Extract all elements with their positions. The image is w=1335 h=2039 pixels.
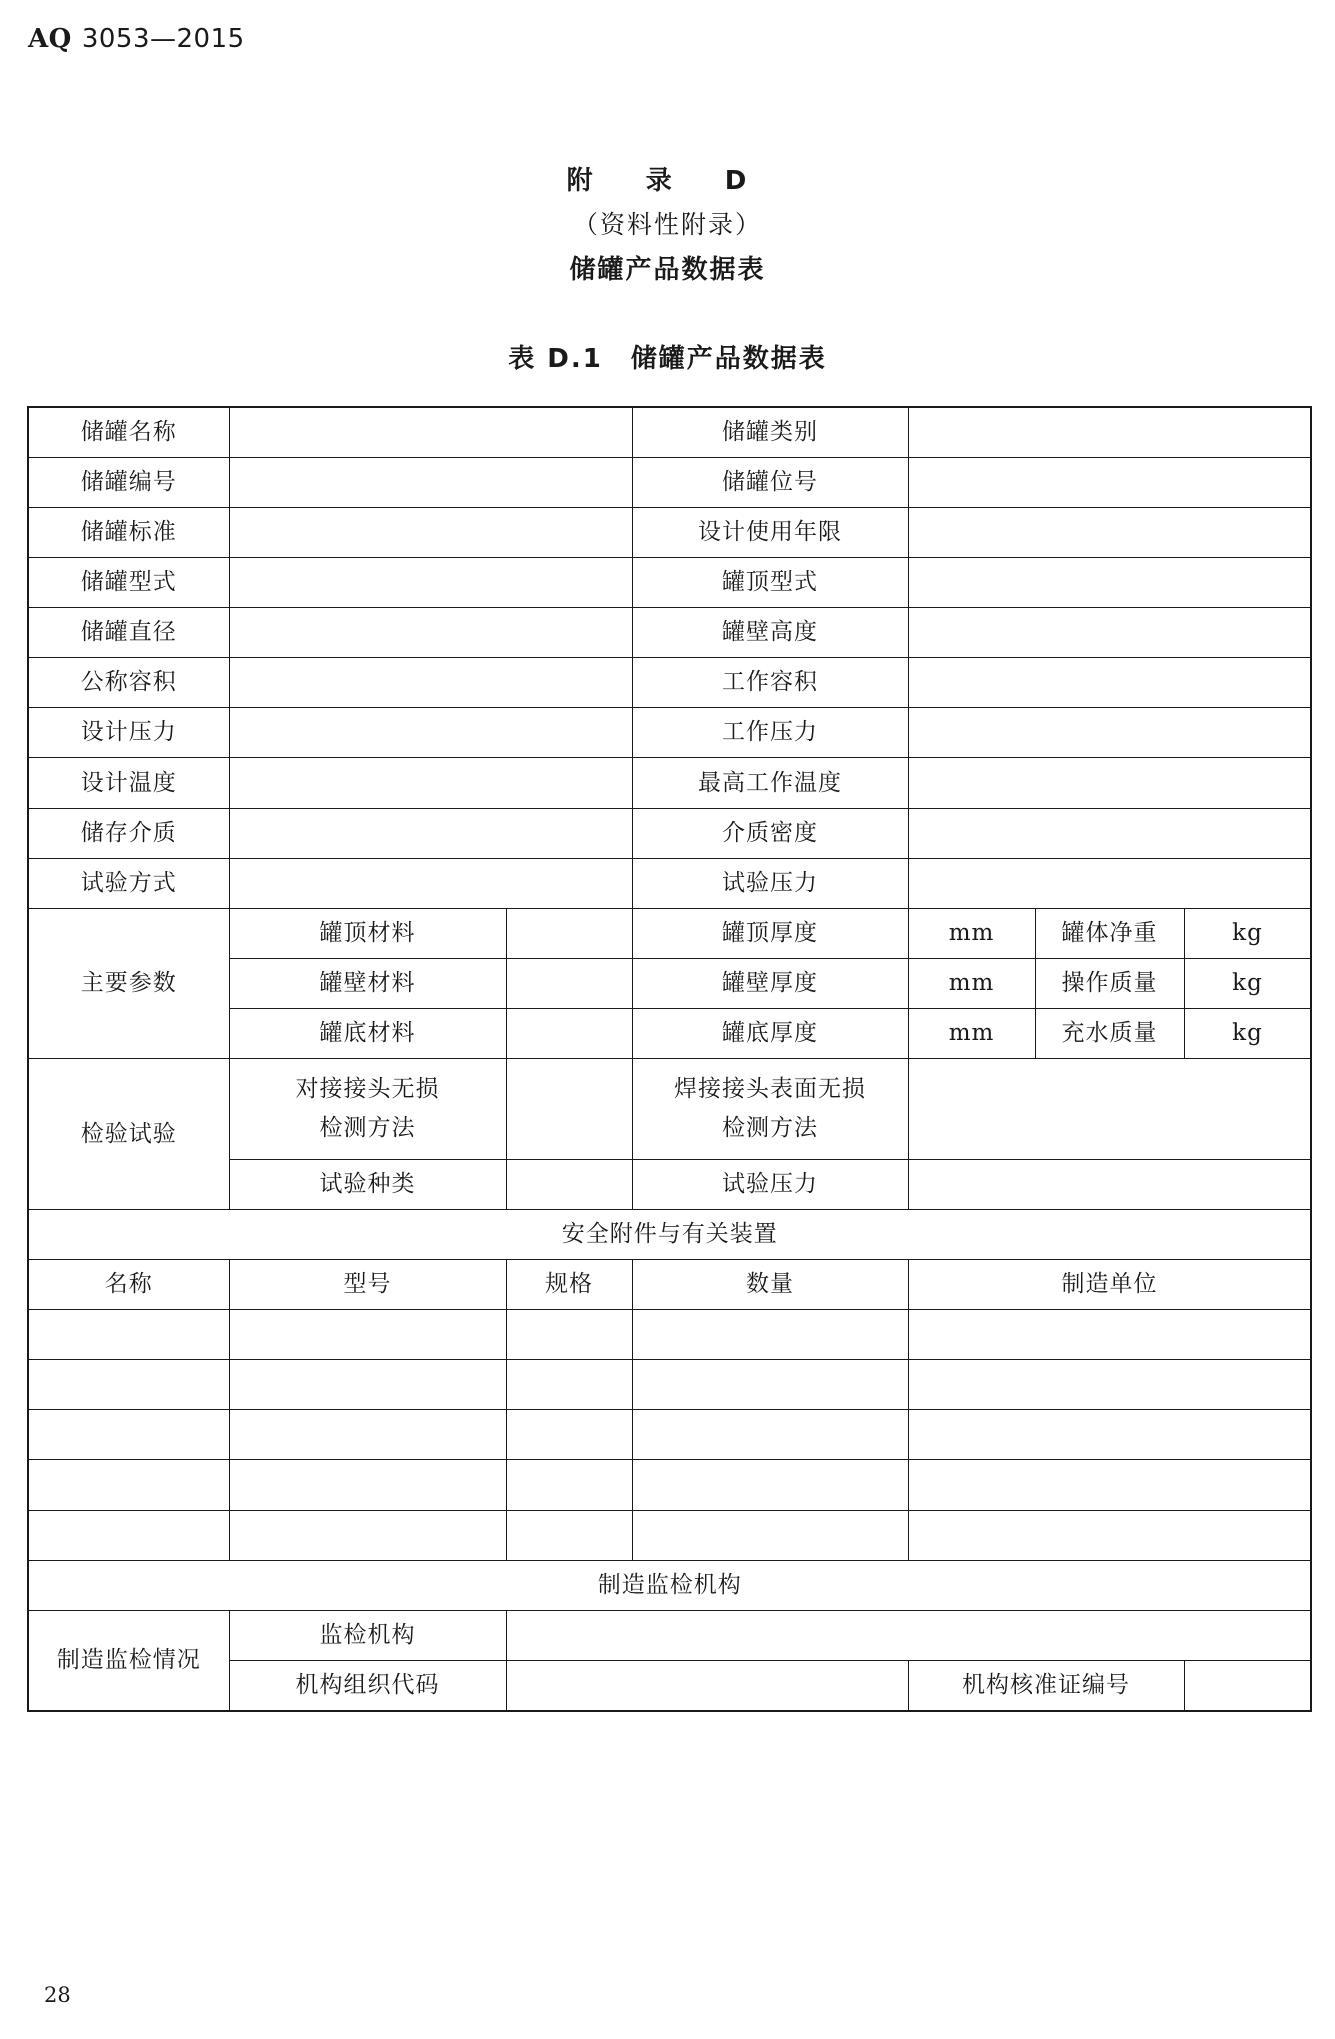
label-test-pressure: 试验压力	[632, 858, 908, 908]
supervision-section-title: 制造监检机构	[28, 1560, 1311, 1610]
table-row	[28, 908, 1311, 958]
label-agency: 监检机构	[229, 1610, 506, 1660]
value-cell[interactable]	[506, 1159, 632, 1209]
standard-code: AQ	[28, 24, 72, 54]
table-row	[28, 1209, 1311, 1259]
standard-header	[28, 24, 245, 54]
table-row	[28, 1360, 1311, 1410]
table-row	[28, 1510, 1311, 1560]
unit-mm[interactable]: mm	[908, 908, 1035, 958]
table-caption: 表 D.1 储罐产品数据表	[508, 344, 827, 374]
value-cell[interactable]	[908, 1460, 1311, 1510]
appendix-heading: 储罐产品数据表	[569, 255, 766, 285]
value-cell[interactable]	[506, 1410, 632, 1460]
label-weld-surface-ndt	[632, 1059, 908, 1159]
table-row	[28, 407, 1311, 457]
label-bottom-thickness: 罐底厚度	[632, 1009, 908, 1059]
label-nominal-volume: 公称容积	[28, 658, 229, 708]
table-row	[28, 708, 1311, 758]
label-butt-joint-ndt	[229, 1059, 506, 1159]
value-cell[interactable]	[229, 1360, 506, 1410]
table-row	[28, 557, 1311, 607]
value-cell[interactable]	[506, 908, 632, 958]
value-cell[interactable]	[229, 858, 632, 908]
col-header-spec: 规格	[506, 1259, 632, 1309]
table-row	[28, 658, 1311, 708]
label-inspection-test-pressure: 试验压力	[632, 1159, 908, 1209]
label-test-method: 试验方式	[28, 858, 229, 908]
label-design-pressure: 设计压力	[28, 708, 229, 758]
label-approval-no: 机构核准证编号	[908, 1661, 1184, 1711]
label-tank-name: 储罐名称	[28, 407, 229, 457]
value-cell[interactable]	[632, 1310, 908, 1360]
value-cell[interactable]	[28, 1410, 229, 1460]
value-cell[interactable]	[908, 758, 1311, 808]
value-cell[interactable]	[506, 1510, 632, 1560]
value-cell[interactable]	[28, 1460, 229, 1510]
value-cell[interactable]	[908, 808, 1311, 858]
standard-number: 3053—2015	[81, 24, 245, 54]
safety-header-row	[28, 1259, 1311, 1309]
value-cell[interactable]	[908, 708, 1311, 758]
table-row	[28, 507, 1311, 557]
value-cell[interactable]	[229, 1510, 506, 1560]
value-cell[interactable]	[506, 959, 632, 1009]
value-cell[interactable]	[506, 1610, 1311, 1660]
value-cell[interactable]	[908, 858, 1311, 908]
value-cell[interactable]	[229, 457, 632, 507]
value-cell[interactable]	[908, 608, 1311, 658]
label-roof-type: 罐顶型式	[632, 557, 908, 607]
value-cell[interactable]	[632, 1460, 908, 1510]
label-wall-thickness: 罐壁厚度	[632, 959, 908, 1009]
unit-kg[interactable]: kg	[1184, 908, 1311, 958]
value-cell[interactable]	[908, 1360, 1311, 1410]
value-cell[interactable]	[229, 557, 632, 607]
label-medium-density: 介质密度	[632, 808, 908, 858]
unit-mm[interactable]: mm	[908, 1009, 1035, 1059]
page-number: 28	[44, 1983, 71, 2007]
table-row	[28, 1410, 1311, 1460]
value-cell[interactable]	[908, 557, 1311, 607]
value-cell[interactable]	[28, 1360, 229, 1410]
value-cell[interactable]	[229, 758, 632, 808]
value-cell[interactable]	[229, 658, 632, 708]
table-row	[28, 858, 1311, 908]
unit-kg[interactable]: kg	[1184, 959, 1311, 1009]
label-roof-material: 罐顶材料	[229, 908, 506, 958]
value-cell[interactable]	[908, 407, 1311, 457]
label-tank-standard: 储罐标准	[28, 507, 229, 557]
value-cell[interactable]	[506, 1009, 632, 1059]
butt-joint-ndt-line2: 检测方法	[319, 1114, 416, 1141]
tank-data-table	[27, 406, 1312, 1712]
label-supervision-status: 制造监检情况	[28, 1610, 229, 1711]
value-cell[interactable]	[1184, 1661, 1311, 1711]
table-row	[28, 1310, 1311, 1360]
label-bottom-material: 罐底材料	[229, 1009, 506, 1059]
value-cell[interactable]	[506, 1310, 632, 1360]
label-roof-thickness: 罐顶厚度	[632, 908, 908, 958]
label-tank-net-weight: 罐体净重	[1035, 908, 1184, 958]
col-header-manufacturer: 制造单位	[908, 1259, 1311, 1309]
weld-surface-ndt-line1: 焊接接头表面无损	[674, 1075, 866, 1102]
unit-mm[interactable]: mm	[908, 959, 1035, 1009]
label-design-life: 设计使用年限	[632, 507, 908, 557]
value-cell[interactable]	[229, 407, 632, 457]
weld-surface-ndt-line2: 检测方法	[722, 1114, 818, 1141]
col-header-quantity: 数量	[632, 1259, 908, 1309]
value-cell[interactable]	[28, 1510, 229, 1560]
label-tank-number: 储罐编号	[28, 457, 229, 507]
label-working-pressure: 工作压力	[632, 708, 908, 758]
value-cell[interactable]	[908, 1510, 1311, 1560]
label-tank-diameter: 储罐直径	[28, 608, 229, 658]
label-wall-height: 罐壁高度	[632, 608, 908, 658]
value-cell[interactable]	[506, 1059, 632, 1159]
value-cell[interactable]	[632, 1510, 908, 1560]
label-tank-category: 储罐类别	[632, 407, 908, 457]
table-row	[28, 608, 1311, 658]
table-row	[28, 457, 1311, 507]
value-cell[interactable]	[908, 658, 1311, 708]
value-cell[interactable]	[229, 808, 632, 858]
label-main-params: 主要参数	[28, 908, 229, 1058]
appendix-title: 附 录 D	[566, 166, 769, 196]
safety-section-title: 安全附件与有关装置	[28, 1209, 1311, 1259]
value-cell[interactable]	[908, 1059, 1311, 1159]
label-max-working-temp: 最高工作温度	[632, 758, 908, 808]
value-cell[interactable]	[28, 1310, 229, 1360]
label-water-filled-mass: 充水质量	[1035, 1009, 1184, 1059]
value-cell[interactable]	[632, 1360, 908, 1410]
value-cell[interactable]	[229, 608, 632, 658]
label-test-type: 试验种类	[229, 1159, 506, 1209]
value-cell[interactable]	[229, 507, 632, 557]
value-cell[interactable]	[229, 708, 632, 758]
col-header-model: 型号	[229, 1259, 506, 1309]
value-cell[interactable]	[908, 457, 1311, 507]
label-operating-mass: 操作质量	[1035, 959, 1184, 1009]
label-storage-medium: 储存介质	[28, 808, 229, 858]
label-tank-type: 储罐型式	[28, 557, 229, 607]
butt-joint-ndt-line1: 对接接头无损	[295, 1075, 440, 1102]
unit-kg[interactable]: kg	[1184, 1009, 1311, 1059]
col-header-name: 名称	[28, 1259, 229, 1309]
table-row	[28, 1059, 1311, 1159]
label-org-code: 机构组织代码	[229, 1661, 506, 1711]
value-cell[interactable]	[506, 1661, 908, 1711]
value-cell[interactable]	[506, 1460, 632, 1510]
value-cell[interactable]	[229, 1410, 506, 1460]
value-cell[interactable]	[632, 1410, 908, 1460]
value-cell[interactable]	[506, 1360, 632, 1410]
table-row	[28, 1610, 1311, 1660]
value-cell[interactable]	[908, 1410, 1311, 1460]
label-design-temp: 设计温度	[28, 758, 229, 808]
appendix-subtitle: （资料性附录）	[572, 210, 762, 239]
label-inspection: 检验试验	[28, 1059, 229, 1209]
table-row	[28, 1560, 1311, 1610]
label-working-volume: 工作容积	[632, 658, 908, 708]
table-row	[28, 808, 1311, 858]
value-cell[interactable]	[229, 1460, 506, 1510]
value-cell[interactable]	[908, 507, 1311, 557]
table-row	[28, 1460, 1311, 1510]
table-row	[28, 758, 1311, 808]
value-cell[interactable]	[229, 1310, 506, 1360]
label-tank-position: 储罐位号	[632, 457, 908, 507]
value-cell[interactable]	[908, 1159, 1311, 1209]
label-wall-material: 罐壁材料	[229, 959, 506, 1009]
value-cell[interactable]	[908, 1310, 1311, 1360]
